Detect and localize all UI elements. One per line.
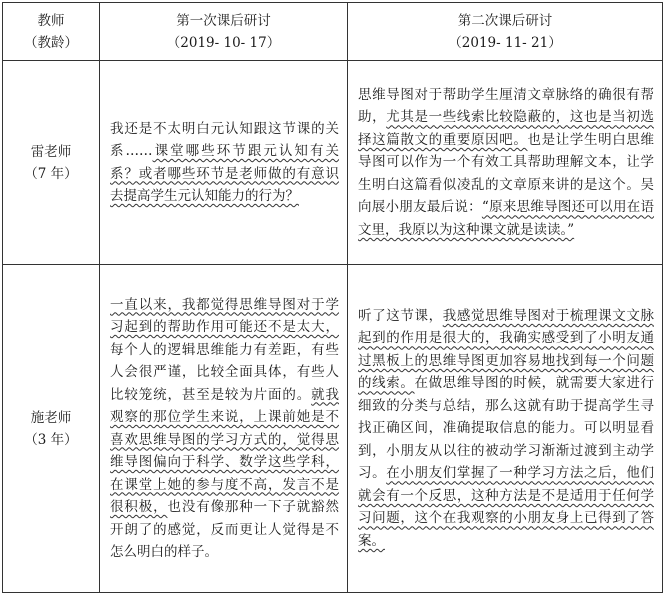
teacher-cell — [3, 61, 100, 265]
teacher-name: 雷老师 — [30, 143, 72, 160]
header-first-date: （2019- 10- 17） — [166, 34, 281, 51]
header-second-date: （2019- 11- 21） — [448, 34, 562, 51]
highlighted-text: 尤其是一些线索比较隐蔽的，这也是当初选择这篇散文的重要原因吧。 — [358, 109, 654, 148]
teacher-cell — [3, 265, 100, 593]
header-teacher — [3, 3, 100, 61]
comment-text: 也没有像那种一下子就豁然开朗了的感觉，反而更让人觉得是不怎么明白的样子。 — [110, 499, 340, 560]
highlighted-text: 课堂哪些环节跟元认知有关系？或者哪些环节是老师做的有意识去提高学生元认知能力的行为？ — [110, 143, 340, 204]
second-session-cell — [348, 61, 663, 265]
teacher-name: 施老师 — [30, 409, 72, 426]
highlighted-text: “原来思维导图还可以用在语文里，我原以为这种课文就是读读。” — [358, 199, 655, 238]
header-tenure-label: （教龄） — [24, 34, 78, 51]
comment-text: 也是让学生明白思维导图可以作为一个有效工具帮助理解文本，让学生明白这篇看似凌乱的文章原来讲的是这个。吴向展小朋友最后说： — [358, 131, 654, 216]
highlighted-text: 我感觉思维导图对于梳理课文文脉起到的作用是很大的，我确实感受到了小明友通过黑板上的思维导图更加容易地找到每一个问题的线索。 — [358, 307, 654, 392]
teacher-tenure: （7 年） — [24, 165, 78, 182]
header-teacher-label: 教师 — [37, 12, 65, 29]
highlighted-text: 在小朋友们掌握了一种学习方法之后，他们就会有一个反思，这种方法是不是适用于任何学习问题，这个在我观察的小朋友身上已得到了答案。 — [358, 465, 654, 549]
comment-text: 在做思维导图的时候，就需要大家进行细致的分类与总结，那么这就有助于提高学生寻找正确区间，准确提取信息的能力。可以明显看到，小朋友从以往的被动学习渐渐过渡到主动学习。 — [358, 375, 654, 482]
table-row — [3, 61, 663, 265]
second-session-cell — [348, 265, 663, 593]
teacher-tenure: （3 年） — [24, 431, 78, 448]
table-row — [3, 265, 663, 593]
first-session-cell — [100, 61, 348, 265]
comment-text: 听了这节课， — [358, 307, 443, 324]
highlighted-text: 就我观察的那位学生来说，上课前她是不喜欢思维导图的学习方式的，觉得思维导图偏向于科学、数学这些学科，在课堂上她的参与度不高，发言不是很积极， — [110, 386, 340, 515]
comment-text: 每个人的逻辑思维能力有差距，有些人会很严谨，比较全面具体，有些人比较笼统，甚至是较为片面的。 — [110, 341, 339, 403]
comment-text: 思维导图对于帮助学生厘清文章脉络的确很有帮助， — [358, 86, 654, 126]
first-session-cell — [100, 265, 348, 593]
header-second-session — [348, 3, 663, 61]
highlighted-text: 一直以来，我都觉得思维导图对于学习起到的帮助作用可能还不是太大， — [110, 296, 339, 335]
header-first-title: 第一次课后研讨 — [176, 12, 271, 29]
research-table — [2, 2, 663, 593]
header-first-session — [100, 3, 348, 61]
header-second-title: 第二次课后研讨 — [457, 12, 553, 29]
comment-text: 我还是不太明白元认知跟这节课的关系…… — [110, 120, 339, 159]
header-row — [3, 3, 663, 61]
